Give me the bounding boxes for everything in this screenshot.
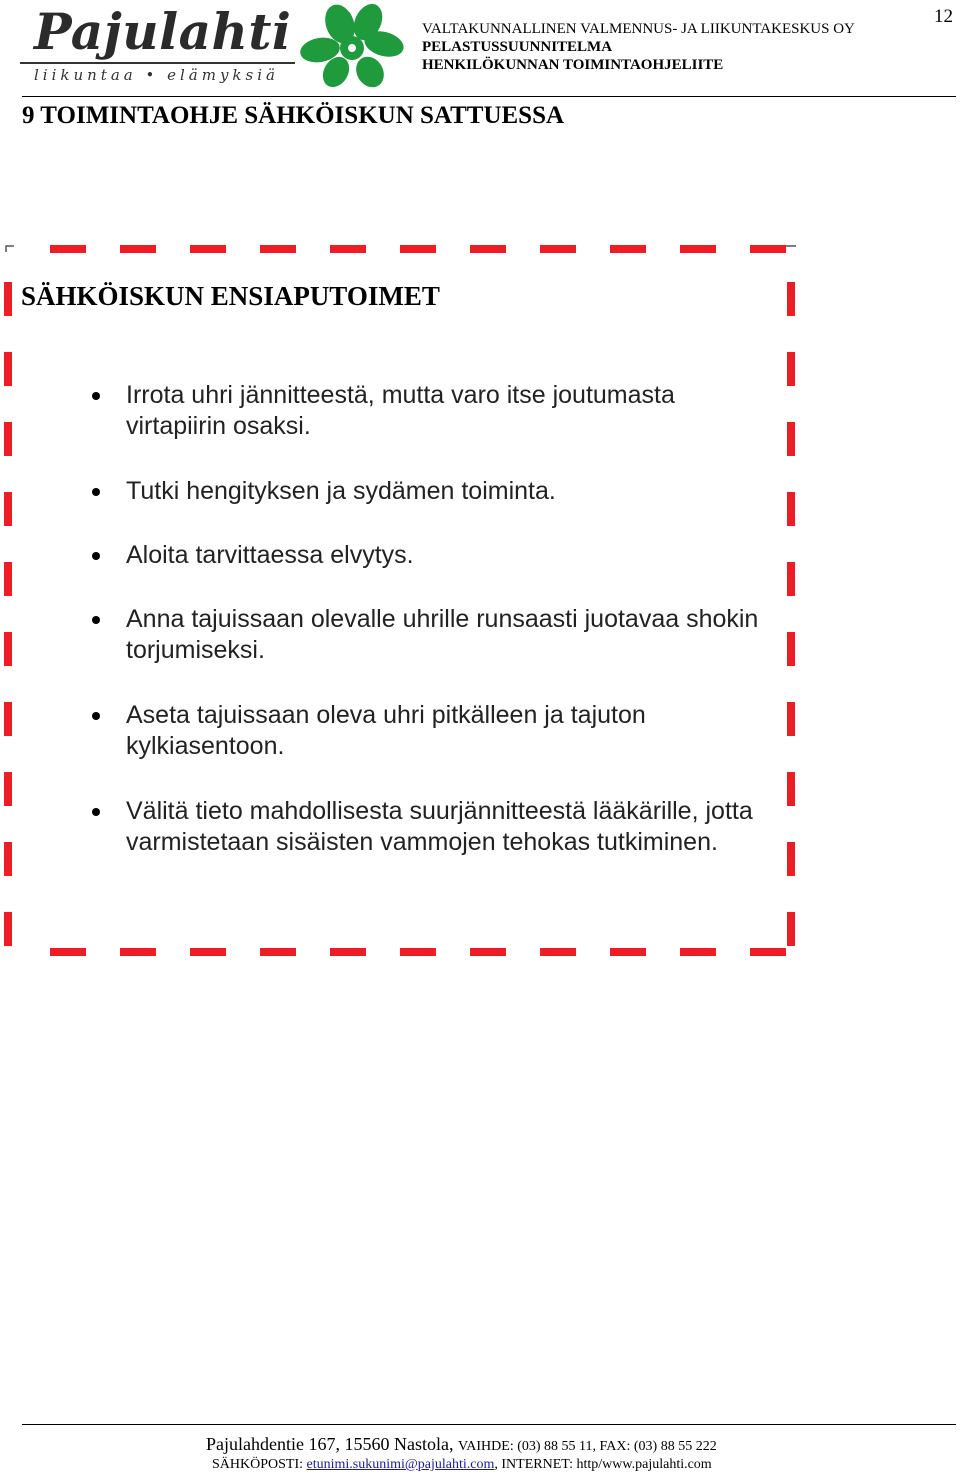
logo-underline [20, 62, 295, 64]
document-subtitle: HENKILÖKUNNAN TOIMINTAOHJELIITE [422, 57, 724, 73]
organization-name: VALTAKUNNALLINEN VALMENNUS- JA LIIKUNTAKESKUS OY [422, 21, 855, 37]
list-item: Aloita tarvittaessa elvytys. [86, 540, 766, 571]
list-item: Anna tajuissaan olevalle uhrille runsaasti juotavaa shokin torjumiseksi. [86, 604, 766, 666]
header-text [422, 20, 855, 74]
list-item: Tutki hengityksen ja sydämen toiminta. [86, 476, 766, 507]
section-title: 9 TOIMINTAOHJE SÄHKÖISKUN SATTUESSA [22, 102, 565, 129]
footer-email-label: SÄHKÖPOSTI: [212, 1457, 304, 1472]
clover-logo-icon [292, 0, 412, 90]
first-aid-steps [86, 380, 766, 858]
bullet-icon [92, 488, 100, 496]
bullet-icon [92, 712, 100, 720]
bullet-icon [92, 392, 100, 400]
logo-tagline: liikuntaa • elämyksiä [34, 66, 279, 84]
page-number: 12 [934, 6, 953, 27]
first-aid-title: SÄHKÖISKUN ENSIAPUTOIMET [21, 281, 440, 311]
footer-contact-line [212, 1457, 712, 1473]
footer-phones: VAIHDE: (03) 88 55 11, FAX: (03) 88 55 222 [457, 1439, 717, 1454]
footer-internet-label: , INTERNET: [494, 1457, 574, 1472]
pajulahti-logo [20, 0, 410, 90]
document-title: PELASTUSSUUNNITELMA [422, 39, 613, 55]
footer-rule [22, 1424, 956, 1425]
website-text: http/www.pajulahti.com [576, 1457, 712, 1472]
bullet-icon [92, 552, 100, 560]
header-rule [22, 96, 956, 97]
list-item: Aseta tajuissaan oleva uhri pitkälleen ja tajuton kylkiasentoon. [86, 700, 766, 762]
list-item: Irrota uhri jännitteestä, mutta varo itse joutumasta virtapiirin osaksi. [86, 380, 766, 442]
footer-address-line [206, 1434, 717, 1455]
logo-wordmark: Pajulahti [34, 2, 292, 61]
bullet-icon [92, 808, 100, 816]
footer-address: Pajulahdentie 167, 15560 Nastola, [206, 1434, 454, 1454]
list-item: Välitä tieto mahdollisesta suurjännitteestä lääkärille, jotta varmistetaan sisäisten vammojen tehokas tutkiminen. [86, 796, 766, 858]
bullet-icon [92, 616, 100, 624]
email-link[interactable]: etunimi.sukunimi@pajulahti.com [306, 1457, 495, 1472]
